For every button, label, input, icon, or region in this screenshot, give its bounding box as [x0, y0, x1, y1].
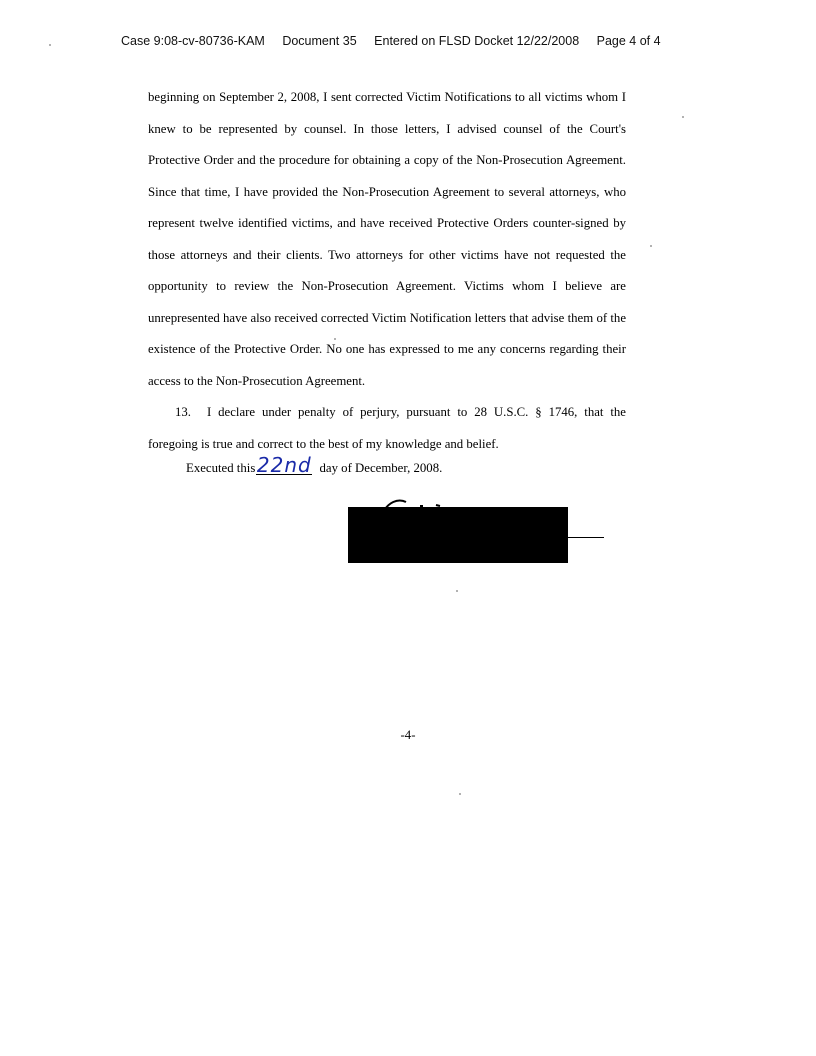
scan-speck	[459, 793, 461, 795]
paragraph-13-text: I declare under penalty of perjury, pursuant to 28 U.S.C. § 1746, that the foregoing is true and correct to the best of my knowledge and belief.	[148, 405, 626, 451]
execution-line	[186, 453, 443, 477]
scan-speck	[650, 245, 652, 247]
paragraph-13	[148, 397, 626, 460]
paragraph-continued: beginning on September 2, 2008, I sent corrected Victim Notifications to all victims whom I knew to be represented by counsel. In those letters, I advised counsel of the Court's Protective Order and the procedure for obtaining a copy of the Non-Prosecution Agreement. Since that time, I have provided the Non-Prosecution Agreement to several attorneys, who represent twelve identified victims, and have received Protective Orders counter-signed by those attorneys and their clients. Two attorneys for other victims have not requested the opportunity to review the Non-Prosecution Agreement. Victims whom I believe are unrepresented have also received corrected Victim Notification letters that advise them of the existence of the Protective Order. No one has expressed to me any concerns regarding their access to the Non-Prosecution Agreement.	[148, 90, 626, 388]
scan-speck	[456, 590, 458, 592]
scan-speck	[334, 338, 336, 340]
handwritten-day: 22nd	[256, 453, 312, 477]
docket-entry: Entered on FLSD Docket 12/22/2008	[374, 34, 580, 48]
document-number: Document 35	[282, 34, 357, 48]
redaction-box	[348, 507, 568, 563]
execution-suffix: day of December, 2008.	[319, 461, 443, 475]
page-number: -4-	[400, 728, 416, 742]
docket-header	[121, 34, 681, 48]
paragraph-number: 13.	[175, 405, 191, 419]
execution-prefix: Executed this	[186, 461, 256, 475]
scan-speck	[682, 116, 684, 118]
case-number: Case 9:08-cv-80736-KAM	[121, 34, 265, 48]
signature-block	[348, 496, 608, 566]
scan-speck	[49, 44, 51, 46]
declaration-body	[148, 82, 626, 460]
page-indicator: Page 4 of 4	[596, 34, 661, 48]
